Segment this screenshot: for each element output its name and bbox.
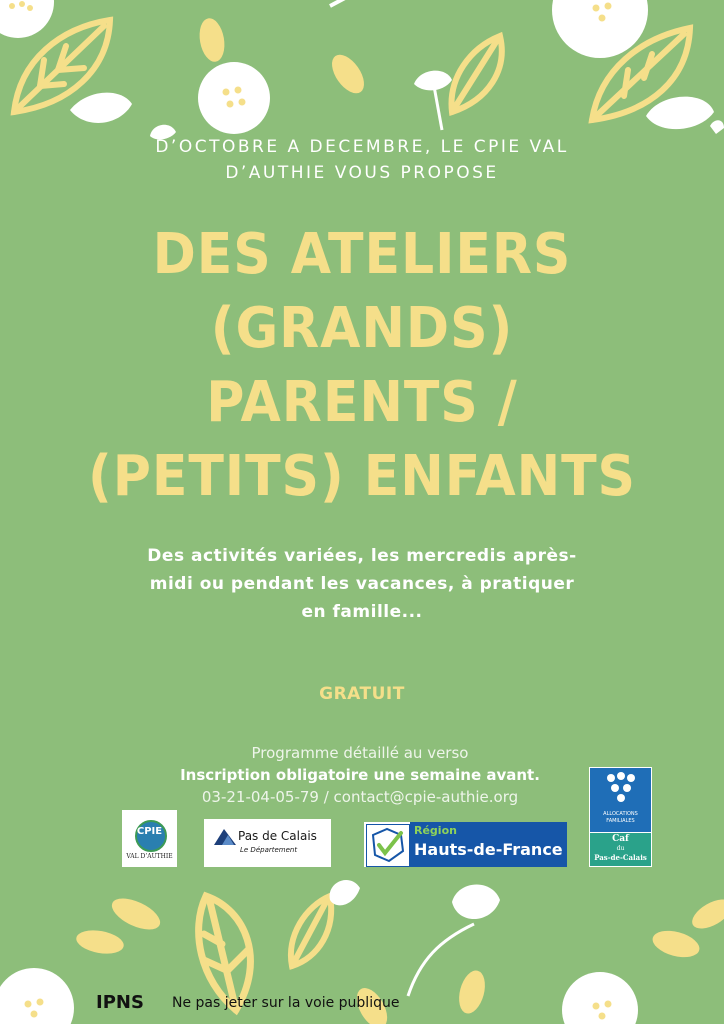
- stem-line: [434, 86, 442, 130]
- hdf-name: Hauts-de-France: [414, 840, 563, 859]
- cpie-name: VAL D’AUTHIE: [126, 853, 173, 860]
- ipns-label: IPNS: [96, 992, 144, 1013]
- white-flower-icon: [330, 880, 360, 905]
- hauts-de-france-logo: [364, 822, 567, 867]
- petal-shape: [107, 892, 164, 936]
- france-map-icon: [366, 824, 410, 867]
- caf-logo: [589, 767, 652, 867]
- description: [120, 542, 604, 626]
- caf-name: Caf: [612, 834, 629, 844]
- title-line-3: PARENTS /: [206, 370, 518, 435]
- mountain-icon: [214, 829, 236, 845]
- intro-line-2: D’AUTHIE VOUS PROPOSE: [225, 163, 499, 183]
- white-flower-icon: [198, 62, 270, 134]
- checkmark-icon: [367, 825, 409, 866]
- program-line: Programme détaillé au verso: [251, 744, 469, 762]
- top-left-flower: [0, 0, 54, 38]
- intro-text: [0, 134, 724, 186]
- white-petal-shape: [70, 93, 132, 123]
- page-title: [0, 218, 724, 514]
- family-icon: [603, 772, 639, 804]
- caf-line-1: ALLOCATIONS: [603, 811, 638, 817]
- contact-line[interactable]: 03-21-04-05-79 / contact@cpie-authie.org: [201, 788, 519, 806]
- petal-shape: [196, 16, 227, 63]
- description-line-1: Des activités variées, les mercredis après-: [147, 546, 577, 566]
- cpie-logo: [122, 810, 177, 867]
- caf-dept: Pas-de-Calais: [594, 853, 647, 862]
- title-line-4: (PETITS) ENFANTS: [87, 444, 636, 509]
- pas-de-calais-logo: [204, 819, 331, 867]
- pdc-sub: Le Département: [240, 846, 298, 854]
- program-info: [140, 742, 580, 808]
- white-flower-icon: [562, 972, 638, 1024]
- title-line-2: (GRANDS): [210, 296, 514, 361]
- disposal-note: Ne pas jeter sur la voie publique: [172, 995, 400, 1011]
- description-line-3: en famille...: [301, 602, 423, 622]
- cpie-mark: CPIE: [136, 826, 163, 837]
- white-flower-icon: [452, 884, 500, 919]
- title-line-1: DES ATELIERS: [152, 222, 572, 287]
- petal-shape: [326, 49, 371, 99]
- petal-shape: [687, 893, 724, 934]
- stem-line: [330, 0, 360, 6]
- petal-shape: [455, 968, 490, 1017]
- caf-du: du: [616, 845, 625, 852]
- intro-line-1: D’OCTOBRE A DECEMBRE, LE CPIE VAL: [155, 137, 569, 157]
- price-label: GRATUIT: [319, 684, 405, 704]
- white-petal-shape: [646, 97, 714, 129]
- leaf-icon: [452, 36, 502, 112]
- leaf-icon: [199, 896, 251, 1010]
- petal-shape: [650, 926, 703, 962]
- white-petal-shape: [710, 120, 724, 134]
- leaf-icon: [291, 896, 331, 966]
- registration-line: Inscription obligatoire une semaine avant.: [180, 766, 540, 784]
- description-line-2: midi ou pendant les vacances, à pratiquer: [149, 574, 575, 594]
- petal-shape: [74, 927, 125, 957]
- bottom-left-flower: [0, 968, 74, 1024]
- hdf-top: Région: [414, 824, 457, 837]
- pdc-name: Pas de Calais: [238, 829, 317, 843]
- caf-line-2: FAMILIALES: [606, 818, 635, 824]
- footer: [96, 992, 400, 1013]
